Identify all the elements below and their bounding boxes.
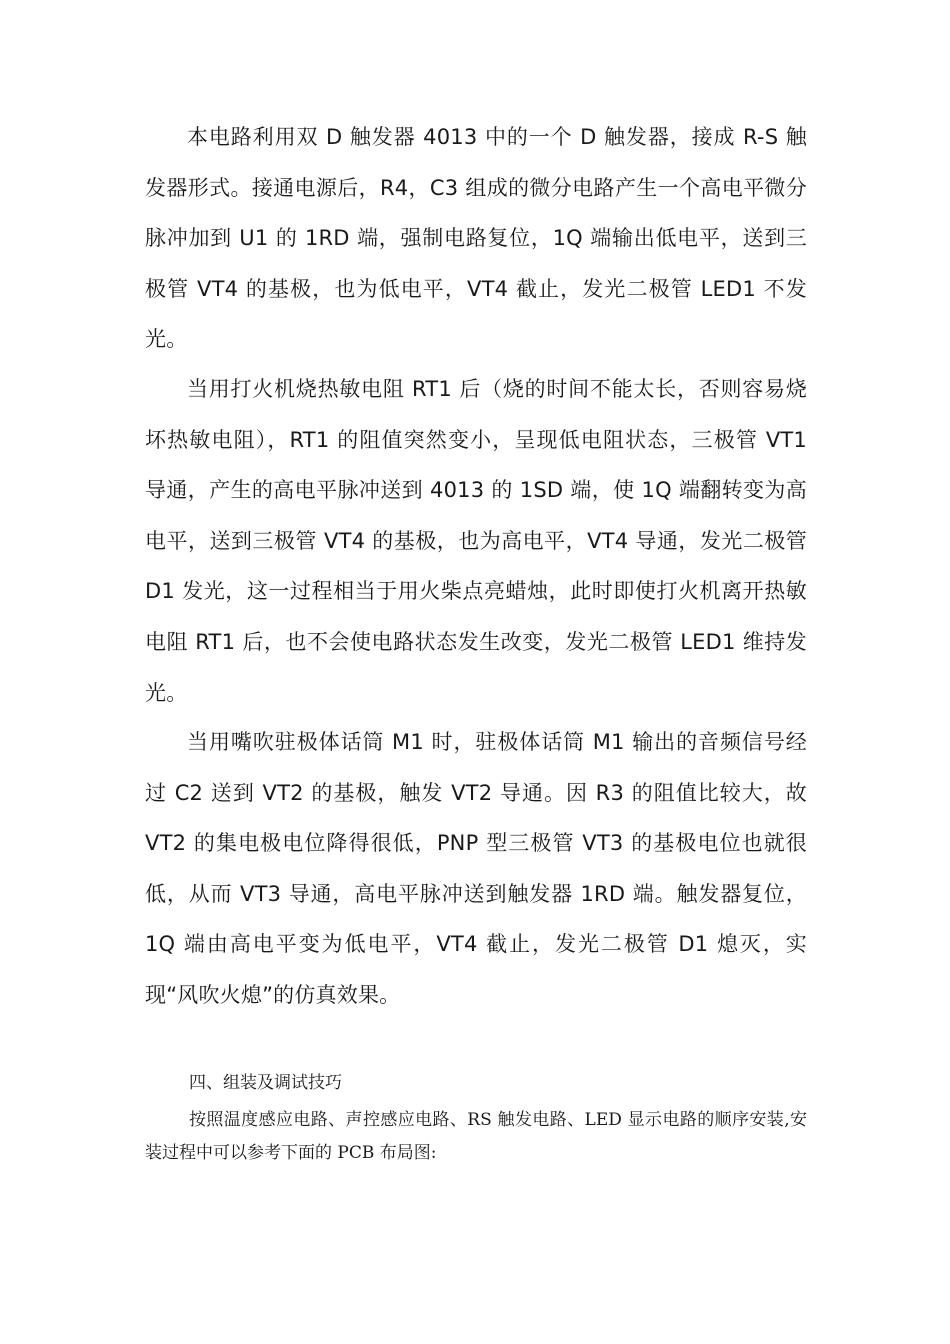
paragraph-assembly-order: 按照温度感应电路、声控感应电路、RS 触发电路、LED 显示电路的顺序安装,安装过程中可以参考下面的 PCB 布局图: [145,1110,807,1163]
section-heading-assembly: 四、组装及调试技巧 [189,1073,342,1093]
paragraph-microphone-reset: 当用嘴吹驻极体话筒 M1 时，驻极体话筒 M1 输出的音频信号经过 C2 送到 VT2 的基极，触发 VT2 导通。因 R3 的阻值比较大，故 VT2 的集电极电位降得很低，PNP 型三极管 VT3 的基极电位也就很低，从而 VT3 导通，高电平脉冲送到触发器 1RD 端。触发器复位，1Q 端由高电平变为低电平，VT4 截止，发光二极管 D1 熄灭，实现“风吹火熄”的仿真效果。 [145,730,807,1007]
paragraph-circuit-reset: 本电路利用双 D 触发器 4013 中的一个 D 触发器，接成 R-S 触发器形式。接通电源后，R4，C3 组成的微分电路产生一个高电平微分脉冲加到 U1 的 1RD 端，强制电路复位，1Q 端输出低电平，送到三极管 VT4 的基极，也为低电平，VT4 截止，发光二极管 LED1 不发光。 [145,125,807,352]
paragraph-thermistor-trigger: 当用打火机烧热敏电阻 RT1 后（烧的时间不能太长，否则容易烧坏热敏电阻），RT1 的阻值突然变小，呈现低电阻状态，三极管 VT1 导通，产生的高电平脉冲送到 4013 的 1SD 端，使 1Q 端翻转变为高电平，送到三极管 VT4 的基极，也为高电平，VT4 导通，发光二极管 D1 发光，这一过程相当于用火柴点亮蜡烛，此时即使打火机离开热敏电阻 RT1 后，也不会使电路状态发生改变，发光二极管 LED1 维持发光。 [145,377,807,705]
